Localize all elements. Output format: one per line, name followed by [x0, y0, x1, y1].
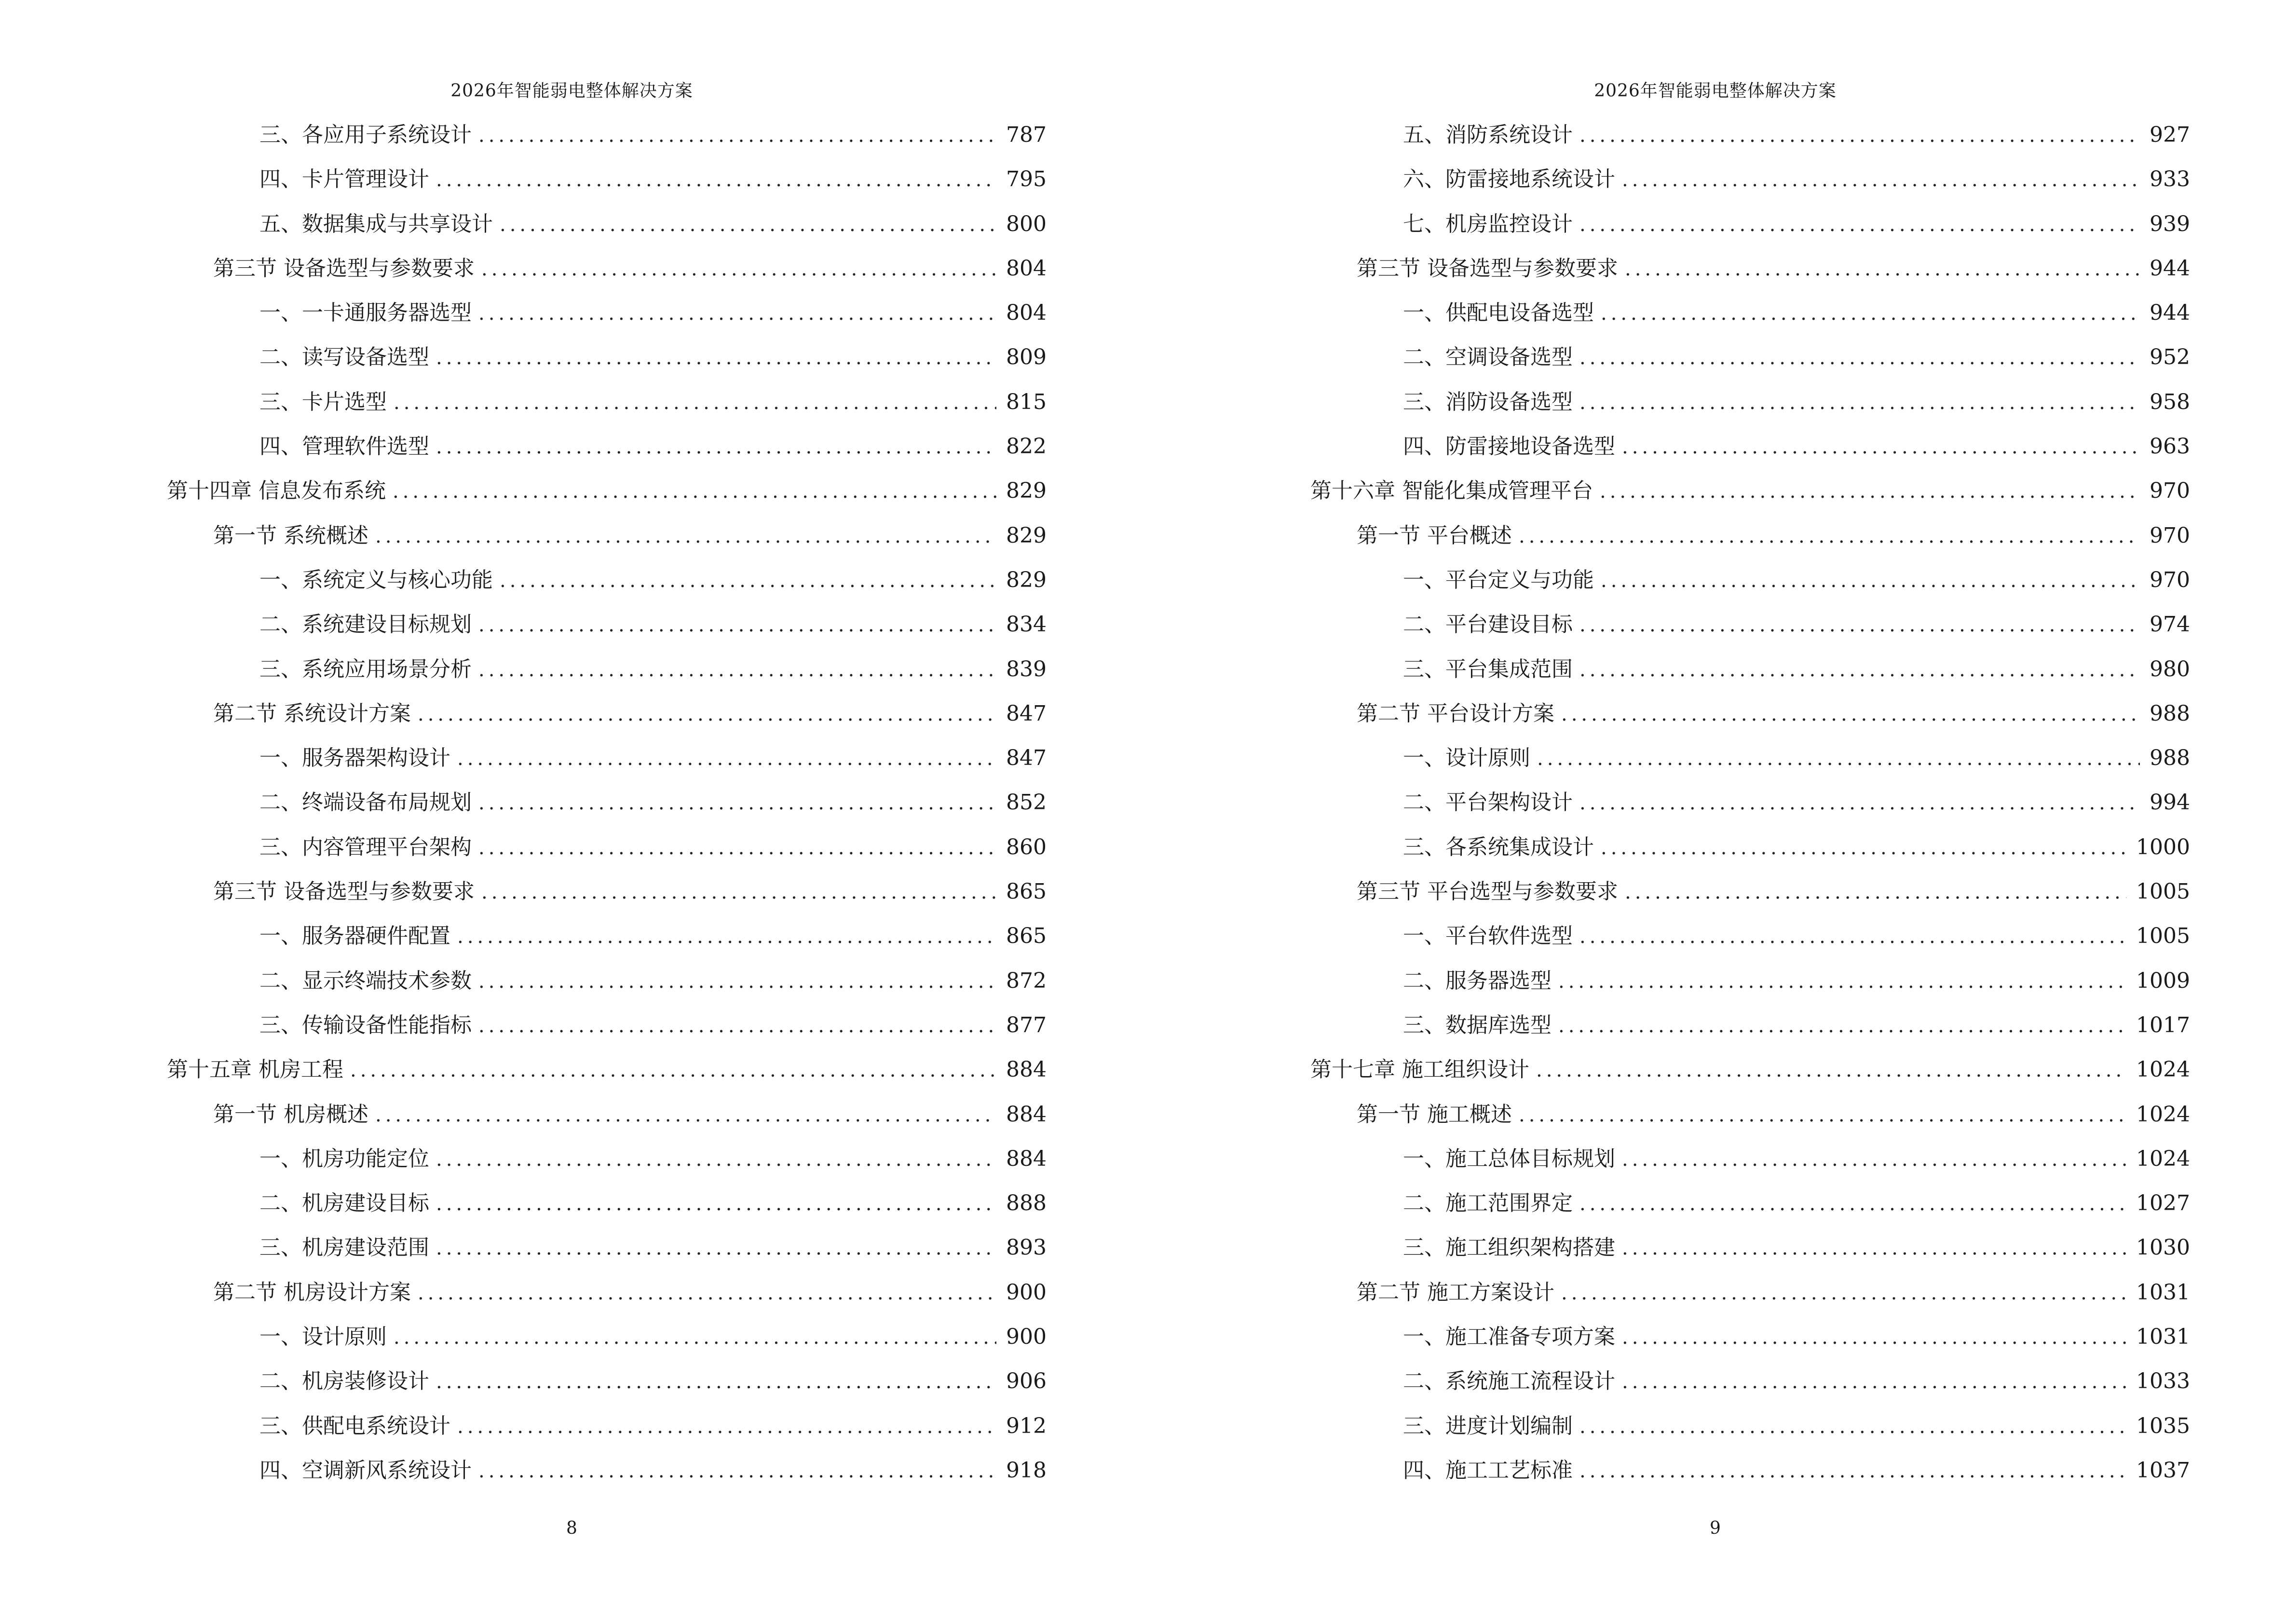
toc-entry-title: 一、机房功能定位 — [259, 1146, 429, 1171]
toc-entry-page-number: 884 — [1006, 1057, 1047, 1082]
dot-leader — [436, 1182, 996, 1226]
toc-entry[interactable] — [167, 825, 1047, 870]
toc-entry-title: 第一节 平台概述 — [1357, 523, 1512, 548]
running-header: 2026年智能弱电整体解决方案 — [1594, 81, 1837, 101]
toc-entry[interactable] — [167, 1181, 1047, 1226]
dot-leader — [1622, 1226, 2126, 1270]
dot-leader — [350, 1048, 996, 1092]
toc-entry-title: 四、空调新风系统设计 — [259, 1458, 472, 1483]
toc-entry-title: 三、进度计划编制 — [1403, 1413, 1573, 1438]
toc-entry-page-number: 1033 — [2136, 1369, 2190, 1394]
dot-leader — [394, 1315, 996, 1360]
toc-entry[interactable] — [1310, 1137, 2190, 1181]
toc-entry-page-number: 804 — [1006, 256, 1047, 281]
toc-entry-page-number: 1031 — [2136, 1280, 2190, 1305]
dot-leader — [1579, 381, 2140, 425]
dot-leader — [1579, 648, 2140, 692]
toc-entry[interactable] — [1310, 647, 2190, 692]
toc-entry-title: 第三节 平台选型与参数要求 — [1357, 879, 1618, 904]
dot-leader — [1519, 1093, 2126, 1137]
toc-entry-page-number: 829 — [1006, 478, 1047, 504]
toc-entry-page-number: 988 — [2150, 701, 2190, 726]
toc-entry-title: 一、设计原则 — [1403, 746, 1530, 771]
toc-entry-title: 二、机房建设目标 — [259, 1191, 429, 1216]
toc-entry-page-number: 829 — [1006, 523, 1047, 548]
toc-entry[interactable] — [167, 113, 1047, 157]
toc-entry-page-number: 1024 — [2136, 1057, 2190, 1082]
toc-entry[interactable] — [1310, 469, 2190, 513]
dot-leader — [1519, 514, 2140, 559]
toc-entry[interactable] — [1310, 1315, 2190, 1359]
dot-leader — [1561, 692, 2140, 737]
toc-entry-title: 二、系统施工流程设计 — [1403, 1369, 1615, 1394]
toc-entry-page-number: 1005 — [2136, 924, 2190, 949]
toc-entry-title: 三、卡片选型 — [259, 389, 387, 414]
toc-entry[interactable] — [167, 914, 1047, 958]
toc-entry-title: 二、终端设备布局规划 — [259, 790, 472, 815]
toc-entry-title: 第三节 设备选型与参数要求 — [213, 256, 475, 281]
toc-entry-title: 六、防雷接地系统设计 — [1403, 167, 1615, 192]
toc-entry-page-number: 787 — [1006, 123, 1047, 147]
toc-entry-page-number: 970 — [2150, 478, 2190, 504]
toc-entry-title: 第二节 系统设计方案 — [213, 701, 411, 726]
toc-entry[interactable] — [1310, 424, 2190, 469]
toc-entry-page-number: 839 — [1006, 656, 1047, 682]
toc-entry-page-number: 1000 — [2136, 834, 2190, 860]
page-number: 8 — [566, 1518, 577, 1538]
dot-leader — [1558, 1004, 2126, 1048]
toc-entry[interactable] — [167, 870, 1047, 914]
toc-entry[interactable] — [1310, 1181, 2190, 1226]
toc-entry[interactable] — [167, 602, 1047, 647]
toc-entry-page-number: 1037 — [2136, 1458, 2190, 1483]
toc-entry-title: 第一节 施工概述 — [1357, 1102, 1512, 1127]
toc-entry[interactable] — [167, 1359, 1047, 1404]
toc-entry-title: 一、服务器硬件配置 — [259, 924, 450, 949]
dot-leader — [1579, 1405, 2126, 1449]
toc-entry-title: 第二节 施工方案设计 — [1357, 1280, 1554, 1305]
toc-entry[interactable] — [1310, 202, 2190, 246]
dot-leader — [1622, 1360, 2126, 1404]
toc-entry-title: 三、系统应用场景分析 — [259, 656, 472, 682]
toc-entry[interactable] — [1310, 1270, 2190, 1315]
dot-leader — [1579, 603, 2140, 647]
toc-list — [1310, 113, 2190, 1493]
dot-leader — [436, 1226, 996, 1270]
toc-entry[interactable] — [167, 1270, 1047, 1315]
toc-entry[interactable] — [167, 959, 1047, 1003]
toc-list — [167, 113, 1047, 1493]
toc-entry-title: 第一节 机房概述 — [213, 1102, 368, 1127]
toc-entry-page-number: 804 — [1006, 300, 1047, 326]
toc-entry[interactable] — [167, 647, 1047, 692]
dot-leader — [478, 291, 996, 336]
dot-leader — [500, 203, 996, 247]
dot-leader — [457, 914, 996, 959]
dot-leader — [436, 158, 996, 202]
toc-entry-page-number: 980 — [2150, 656, 2190, 682]
toc-entry-title: 五、消防系统设计 — [1403, 123, 1573, 147]
toc-entry[interactable] — [1310, 602, 2190, 647]
toc-entry-title: 三、传输设备性能指标 — [259, 1012, 472, 1037]
dot-leader — [478, 959, 996, 1004]
dot-leader — [1622, 1315, 2126, 1360]
toc-entry-page-number: 974 — [2150, 612, 2190, 637]
toc-entry[interactable] — [167, 1448, 1047, 1493]
toc-entry-title: 二、机房装修设计 — [259, 1369, 429, 1394]
toc-entry[interactable] — [167, 246, 1047, 291]
dot-leader — [436, 336, 996, 380]
toc-entry-page-number: 888 — [1006, 1191, 1047, 1216]
toc-entry-title: 一、供配电设备选型 — [1403, 300, 1594, 326]
toc-entry[interactable] — [167, 469, 1047, 513]
toc-entry-page-number: 918 — [1006, 1458, 1047, 1483]
toc-entry-page-number: 906 — [1006, 1369, 1047, 1394]
toc-entry-page-number: 963 — [2150, 434, 2190, 459]
toc-entry-title: 第十六章 智能化集成管理平台 — [1310, 478, 1593, 504]
toc-entry-title: 三、内容管理平台架构 — [259, 834, 472, 860]
toc-entry-page-number: 815 — [1006, 389, 1047, 414]
toc-entry[interactable] — [1310, 1448, 2190, 1493]
toc-entry[interactable] — [1310, 825, 2190, 870]
toc-entry-title: 第十五章 机房工程 — [167, 1057, 343, 1082]
toc-entry-page-number: 1031 — [2136, 1324, 2190, 1350]
page-number: 9 — [1710, 1518, 1721, 1538]
dot-leader — [1537, 737, 2140, 781]
toc-entry-page-number: 795 — [1006, 167, 1047, 192]
toc-entry[interactable] — [167, 514, 1047, 558]
toc-entry-page-number: 970 — [2150, 523, 2190, 548]
toc-entry[interactable] — [167, 558, 1047, 602]
toc-entry[interactable] — [167, 1092, 1047, 1137]
toc-entry[interactable] — [1310, 1092, 2190, 1137]
toc-entry[interactable] — [167, 1137, 1047, 1181]
toc-entry-page-number: 865 — [1006, 879, 1047, 904]
toc-entry[interactable] — [1310, 1048, 2190, 1092]
toc-entry-page-number: 933 — [2150, 167, 2190, 192]
toc-entry-title: 一、平台定义与功能 — [1403, 567, 1594, 592]
toc-entry[interactable] — [1310, 780, 2190, 825]
toc-entry-title: 二、显示终端技术参数 — [259, 968, 472, 993]
toc-entry[interactable] — [1310, 1003, 2190, 1048]
toc-entry[interactable] — [167, 1226, 1047, 1270]
toc-entry-page-number: 847 — [1006, 746, 1047, 771]
toc-entry[interactable] — [1310, 1226, 2190, 1270]
toc-entry-page-number: 884 — [1006, 1146, 1047, 1171]
dot-leader — [375, 514, 996, 559]
dot-leader — [436, 1360, 996, 1404]
toc-entry-page-number: 809 — [1006, 345, 1047, 370]
dot-leader — [1601, 826, 2126, 870]
toc-entry-title: 二、施工范围界定 — [1403, 1191, 1573, 1216]
right-page — [1144, 0, 2287, 1624]
toc-entry[interactable] — [167, 291, 1047, 335]
toc-entry[interactable] — [1310, 246, 2190, 291]
toc-entry-page-number: 944 — [2150, 256, 2190, 281]
toc-entry-title: 二、读写设备选型 — [259, 345, 429, 370]
toc-entry-page-number: 1024 — [2136, 1146, 2190, 1171]
toc-entry-title: 一、施工准备专项方案 — [1403, 1324, 1615, 1350]
running-header: 2026年智能弱电整体解决方案 — [450, 81, 693, 101]
toc-entry-page-number: 884 — [1006, 1102, 1047, 1127]
toc-entry[interactable] — [167, 157, 1047, 202]
toc-entry-title: 三、各系统集成设计 — [1403, 834, 1594, 860]
toc-entry-title: 四、卡片管理设计 — [259, 167, 429, 192]
toc-entry-title: 第二节 机房设计方案 — [213, 1280, 411, 1305]
dot-leader — [1625, 870, 2126, 914]
toc-entry-page-number: 865 — [1006, 924, 1047, 949]
toc-entry-page-number: 927 — [2150, 123, 2190, 147]
dot-leader — [394, 381, 996, 425]
dot-leader — [436, 1137, 996, 1182]
dot-leader — [1579, 781, 2140, 825]
toc-entry[interactable] — [1310, 1404, 2190, 1448]
dot-leader — [1622, 1137, 2126, 1182]
toc-entry-page-number: 1030 — [2136, 1235, 2190, 1260]
dot-leader — [481, 247, 996, 291]
dot-leader — [478, 113, 996, 158]
toc-entry-page-number: 1009 — [2136, 968, 2190, 993]
toc-entry-title: 二、平台架构设计 — [1403, 790, 1573, 815]
toc-entry-title: 三、数据库选型 — [1403, 1012, 1552, 1037]
dot-leader — [481, 870, 996, 914]
toc-entry-page-number: 1005 — [2136, 879, 2190, 904]
toc-entry[interactable] — [1310, 736, 2190, 780]
toc-entry-title: 二、服务器选型 — [1403, 968, 1552, 993]
dot-leader — [478, 648, 996, 692]
toc-entry-page-number: 872 — [1006, 968, 1047, 993]
dot-leader — [418, 692, 996, 737]
toc-entry[interactable] — [167, 380, 1047, 424]
toc-entry[interactable] — [1310, 335, 2190, 380]
toc-entry-page-number: 860 — [1006, 834, 1047, 860]
toc-entry-page-number: 800 — [1006, 211, 1047, 236]
toc-entry-page-number: 1027 — [2136, 1191, 2190, 1216]
toc-entry[interactable] — [1310, 914, 2190, 958]
toc-entry-title: 二、平台建设目标 — [1403, 612, 1573, 637]
dot-leader — [1561, 1271, 2126, 1315]
toc-entry-page-number: 958 — [2150, 389, 2190, 414]
toc-entry[interactable] — [167, 424, 1047, 469]
toc-entry-title: 一、设计原则 — [259, 1324, 387, 1350]
dot-leader — [375, 1093, 996, 1137]
toc-entry[interactable] — [167, 1315, 1047, 1359]
toc-entry[interactable] — [167, 335, 1047, 380]
toc-entry-page-number: 939 — [2150, 211, 2190, 236]
dot-leader — [478, 1004, 996, 1048]
dot-leader — [457, 737, 996, 781]
toc-entry-title: 四、施工工艺标准 — [1403, 1458, 1573, 1483]
toc-entry-title: 二、系统建设目标规划 — [259, 612, 472, 637]
dot-leader — [1622, 425, 2140, 469]
toc-entry[interactable] — [1310, 157, 2190, 202]
toc-entry[interactable] — [167, 780, 1047, 825]
toc-entry-title: 第一节 系统概述 — [213, 523, 368, 548]
dot-leader — [500, 559, 996, 603]
toc-entry-title: 第十七章 施工组织设计 — [1310, 1057, 1529, 1082]
toc-entry[interactable] — [167, 692, 1047, 736]
dot-leader — [1579, 1182, 2126, 1226]
dot-leader — [1625, 247, 2140, 291]
toc-entry[interactable] — [1310, 558, 2190, 602]
dot-leader — [1579, 1449, 2126, 1493]
toc-entry-page-number: 877 — [1006, 1012, 1047, 1037]
dot-leader — [478, 603, 996, 647]
toc-entry-page-number: 1017 — [2136, 1012, 2190, 1037]
dot-leader — [1558, 959, 2126, 1004]
toc-entry-title: 三、各应用子系统设计 — [259, 123, 472, 147]
toc-entry-page-number: 900 — [1006, 1280, 1047, 1305]
dot-leader — [478, 826, 996, 870]
toc-entry-title: 二、空调设备选型 — [1403, 345, 1573, 370]
toc-entry[interactable] — [1310, 113, 2190, 157]
toc-entry-title: 三、消防设备选型 — [1403, 389, 1573, 414]
toc-entry-title: 第十四章 信息发布系统 — [167, 478, 386, 504]
toc-entry-title: 一、一卡通服务器选型 — [259, 300, 472, 326]
toc-entry-page-number: 900 — [1006, 1324, 1047, 1350]
toc-entry-title: 一、服务器架构设计 — [259, 746, 450, 771]
toc-entry-page-number: 893 — [1006, 1235, 1047, 1260]
dot-leader — [1579, 914, 2126, 959]
toc-entry-page-number: 829 — [1006, 567, 1047, 592]
toc-entry[interactable] — [1310, 291, 2190, 335]
toc-entry[interactable] — [167, 1003, 1047, 1048]
dot-leader — [1601, 291, 2140, 336]
toc-entry-title: 三、机房建设范围 — [259, 1235, 429, 1260]
dot-leader — [418, 1271, 996, 1315]
toc-entry-title: 第二节 平台设计方案 — [1357, 701, 1554, 726]
dot-leader — [457, 1405, 996, 1449]
toc-entry[interactable] — [1310, 870, 2190, 914]
toc-entry-page-number: 822 — [1006, 434, 1047, 459]
toc-entry-page-number: 994 — [2150, 790, 2190, 815]
toc-entry-page-number: 847 — [1006, 701, 1047, 726]
toc-entry[interactable] — [1310, 514, 2190, 558]
dot-leader — [393, 469, 996, 514]
dot-leader — [1536, 1048, 2126, 1092]
dot-leader — [478, 1449, 996, 1493]
toc-entry-title: 四、管理软件选型 — [259, 434, 429, 459]
toc-entry[interactable] — [1310, 692, 2190, 736]
toc-entry-page-number: 970 — [2150, 567, 2190, 592]
dot-leader — [1579, 203, 2140, 247]
toc-entry-title: 七、机房监控设计 — [1403, 211, 1573, 236]
toc-entry-page-number: 952 — [2150, 345, 2190, 370]
dot-leader — [1579, 113, 2140, 158]
dot-leader — [436, 425, 996, 469]
toc-entry-page-number: 1035 — [2136, 1413, 2190, 1438]
toc-entry-title: 三、施工组织架构搭建 — [1403, 1235, 1615, 1260]
dot-leader — [1600, 469, 2140, 514]
toc-entry-title: 五、数据集成与共享设计 — [259, 211, 493, 236]
toc-entry-page-number: 1024 — [2136, 1102, 2190, 1127]
dot-leader — [1622, 158, 2140, 202]
toc-entry-title: 三、供配电系统设计 — [259, 1413, 450, 1438]
toc-entry[interactable] — [1310, 959, 2190, 1003]
toc-entry[interactable] — [1310, 1359, 2190, 1404]
toc-entry-page-number: 852 — [1006, 790, 1047, 815]
toc-entry[interactable] — [167, 202, 1047, 246]
toc-entry-title: 第三节 设备选型与参数要求 — [1357, 256, 1618, 281]
toc-entry-title: 一、系统定义与核心功能 — [259, 567, 493, 592]
toc-entry-title: 第三节 设备选型与参数要求 — [213, 879, 475, 904]
toc-entry-title: 四、防雷接地设备选型 — [1403, 434, 1615, 459]
dot-leader — [478, 781, 996, 825]
toc-entry[interactable] — [167, 1048, 1047, 1092]
toc-entry-title: 一、平台软件选型 — [1403, 924, 1573, 949]
toc-entry-title: 三、平台集成范围 — [1403, 656, 1573, 682]
toc-entry-page-number: 912 — [1006, 1413, 1047, 1438]
dot-leader — [1579, 336, 2140, 380]
toc-entry[interactable] — [1310, 380, 2190, 424]
toc-entry-title: 一、施工总体目标规划 — [1403, 1146, 1615, 1171]
toc-entry[interactable] — [167, 736, 1047, 780]
toc-entry-page-number: 834 — [1006, 612, 1047, 637]
toc-entry-page-number: 944 — [2150, 300, 2190, 326]
toc-entry-page-number: 988 — [2150, 746, 2190, 771]
toc-entry[interactable] — [167, 1404, 1047, 1448]
dot-leader — [1601, 559, 2140, 603]
